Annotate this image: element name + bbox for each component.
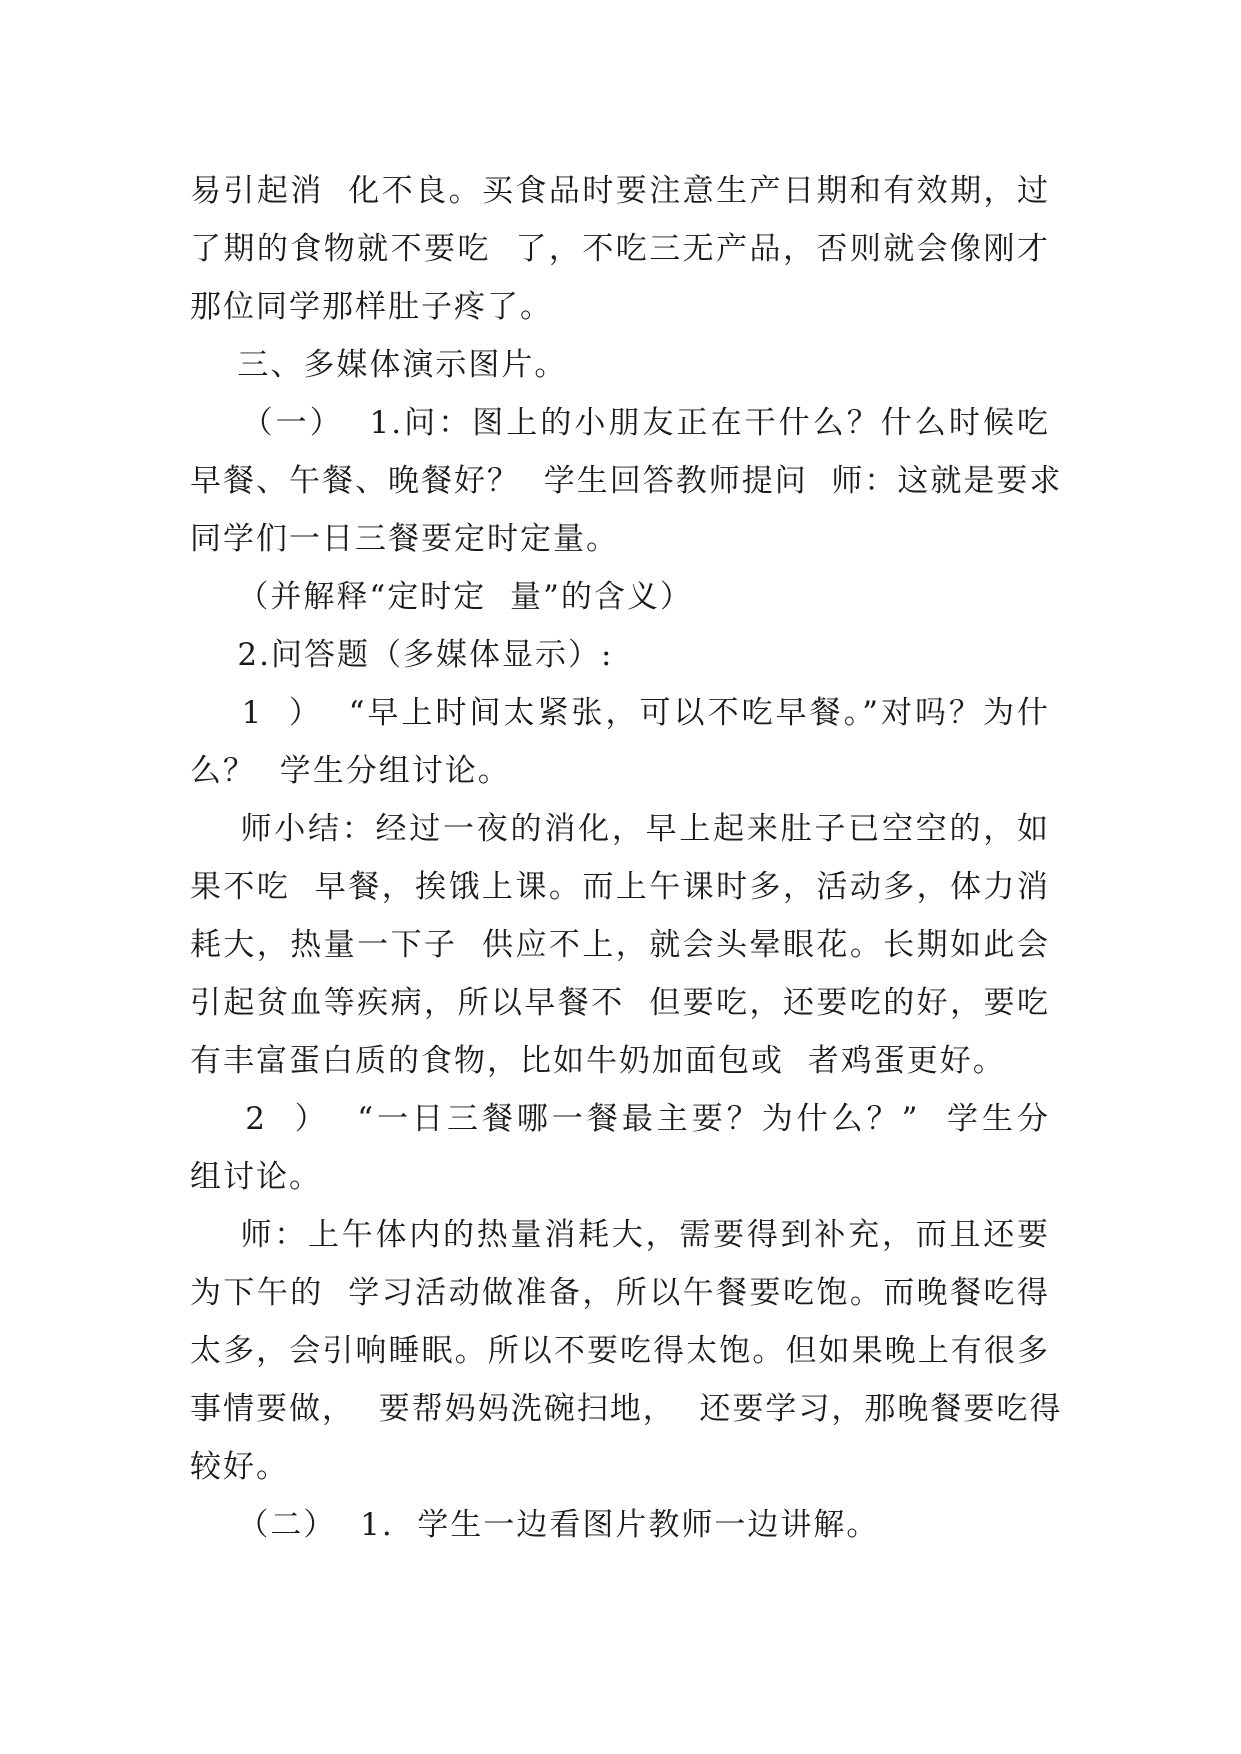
text-line: 果不吃 早餐，挨饿上课。而上午课时多，活动多，体力消 <box>190 869 1050 905</box>
text-line: 么？ 学生分组讨论。 <box>190 753 511 789</box>
text-line: 1 ） “早上时间太紧张，可以不吃早餐。”对吗？为什 <box>190 695 1050 731</box>
text-line: 引起贫血等疾病，所以早餐不 但要吃，还要吃的好，要吃 <box>190 985 1050 1021</box>
text-line: 有丰富蛋白质的食物，比如牛奶加面包或 者鸡蛋更好。 <box>190 1043 1006 1079</box>
text-line: 了期的食物就不要吃 了，不吃三无产品，否则就会像刚才 <box>190 231 1050 267</box>
text-line: （二） 1. 学生一边看图片教师一边讲解。 <box>190 1507 880 1543</box>
text-line: 组讨论。 <box>190 1159 322 1195</box>
text-line: （一） 1.问：图上的小朋友正在干什么？什么时候吃 <box>190 405 1050 441</box>
text-line: 师小结：经过一夜的消化，早上起来肚子已空空的，如 <box>190 811 1050 847</box>
text-line: 2 ） “一日三餐哪一餐最主要？为什么？” 学生分 <box>190 1101 1050 1137</box>
text-line: 为下午的 学习活动做准备，所以午餐要吃饱。而晚餐吃得 <box>190 1275 1050 1311</box>
text-line: 太多，会引响睡眠。所以不要吃得太饱。但如果晚上有很多 <box>190 1333 1050 1369</box>
document-body <box>190 162 1063 1554</box>
text-line: 师：上午体内的热量消耗大，需要得到补充，而且还要 <box>190 1217 1050 1253</box>
text-line: （并解释“定时定 量”的含义） <box>190 579 693 615</box>
text-line: 那位同学那样肚子疼了。 <box>190 289 553 325</box>
text-line: 易引起消 化不良。买食品时要注意生产日期和有效期，过 <box>190 173 1050 209</box>
text-line: 同学们一日三餐要定时定量。 <box>190 521 619 557</box>
text-line: 早餐、午餐、晚餐好？ 学生回答教师提问 师：这就是要求 <box>190 463 1063 499</box>
text-line: 耗大，热量一下子 供应不上，就会头晕眼花。长期如此会 <box>190 927 1050 963</box>
text-line: 较好。 <box>190 1449 289 1485</box>
text-line: 事情要做， 要帮妈妈洗碗扫地， 还要学习，那晚餐要吃得 <box>190 1391 1063 1427</box>
section-heading: 三、多媒体演示图片。 <box>190 347 568 383</box>
text-line: 2.问答题（多媒体显示）: <box>190 637 614 673</box>
